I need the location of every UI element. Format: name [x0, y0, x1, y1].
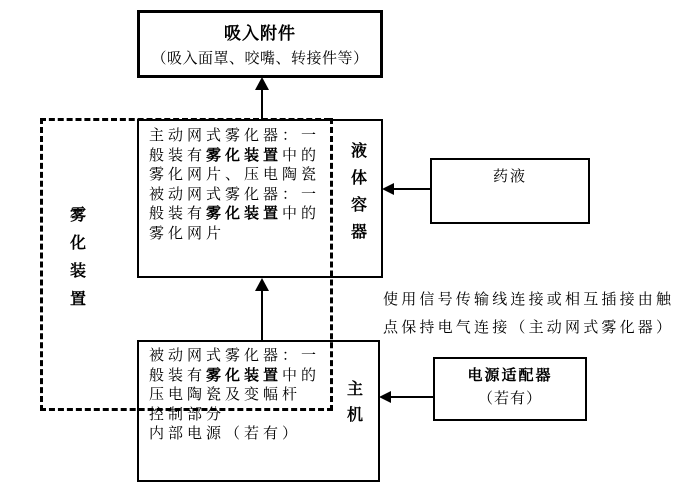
text-segment: 中的	[282, 147, 321, 164]
arrow-medicine-to-container-head	[382, 183, 394, 195]
power-adapter-title: 电源适配器	[467, 368, 553, 384]
note-line-1: 使用信号传输线连接或相互插接由触	[383, 292, 675, 308]
text-line: 雾化网片	[149, 225, 226, 242]
inhalation-accessory-title: 吸入附件	[224, 24, 296, 43]
arrow-power-to-mainunit-head	[379, 391, 391, 403]
arrow-container-to-accessory-line	[261, 89, 263, 119]
text-segment: 般装有	[149, 367, 207, 384]
text-line	[149, 205, 381, 225]
inhalation-accessory-box	[137, 10, 383, 78]
atomizer-group-border-top	[40, 118, 330, 121]
text-line: 被动网式雾化器：一	[149, 186, 321, 203]
atomizer-group-border-bottom	[40, 408, 333, 411]
main-unit-label: 主机	[346, 381, 363, 424]
power-adapter-box	[433, 357, 587, 421]
atomizer-group-border-left	[40, 118, 43, 411]
note-line-2: 点保持电气连接（主动网式雾化器）	[383, 320, 675, 336]
text-segment: 中的	[282, 367, 321, 384]
text-line: 控制部分	[149, 406, 226, 423]
text-segment: 般装有	[149, 147, 207, 164]
medicine-box	[430, 158, 590, 224]
arrow-mainunit-to-container-line	[261, 290, 263, 340]
main-unit-text	[139, 342, 378, 445]
arrow-mainunit-to-container-head	[255, 278, 269, 291]
text-line: 被动网式雾化器：一	[149, 348, 321, 364]
inhalation-accessory-subtitle: （吸入面罩、咬嘴、转接件等）	[151, 51, 369, 67]
text-line: 内部电源（若有）	[149, 426, 302, 442]
text-segment: 般装有	[149, 206, 207, 222]
electrical-connection-note	[383, 286, 695, 342]
text-line: 雾化网片、压电陶瓷	[149, 167, 321, 183]
text-segment-bold: 雾化装置	[206, 206, 283, 222]
text-line: 压电陶瓷及变幅杆	[149, 387, 302, 403]
text-line	[149, 147, 381, 167]
main-unit-box	[137, 340, 380, 482]
liquid-container-text	[139, 121, 381, 244]
text-line: 主动网式雾化器：一	[149, 128, 321, 144]
liquid-container-box	[137, 119, 383, 278]
text-segment-bold: 雾化装置	[206, 367, 283, 384]
liquid-container-label: 液体容器	[350, 143, 367, 241]
text-line	[149, 367, 378, 387]
power-adapter-subtitle: （若有）	[477, 391, 542, 407]
atomizer-group-label: 雾化装置	[69, 207, 86, 308]
arrow-container-to-accessory-head	[255, 77, 269, 90]
atomizer-group-border-right	[330, 118, 333, 411]
arrow-power-to-mainunit-line	[391, 396, 433, 398]
text-segment-bold: 雾化装置	[206, 147, 283, 164]
text-segment: 中的	[282, 206, 321, 222]
arrow-medicine-to-container-line	[393, 188, 430, 190]
medicine-label: 药液	[492, 169, 527, 185]
